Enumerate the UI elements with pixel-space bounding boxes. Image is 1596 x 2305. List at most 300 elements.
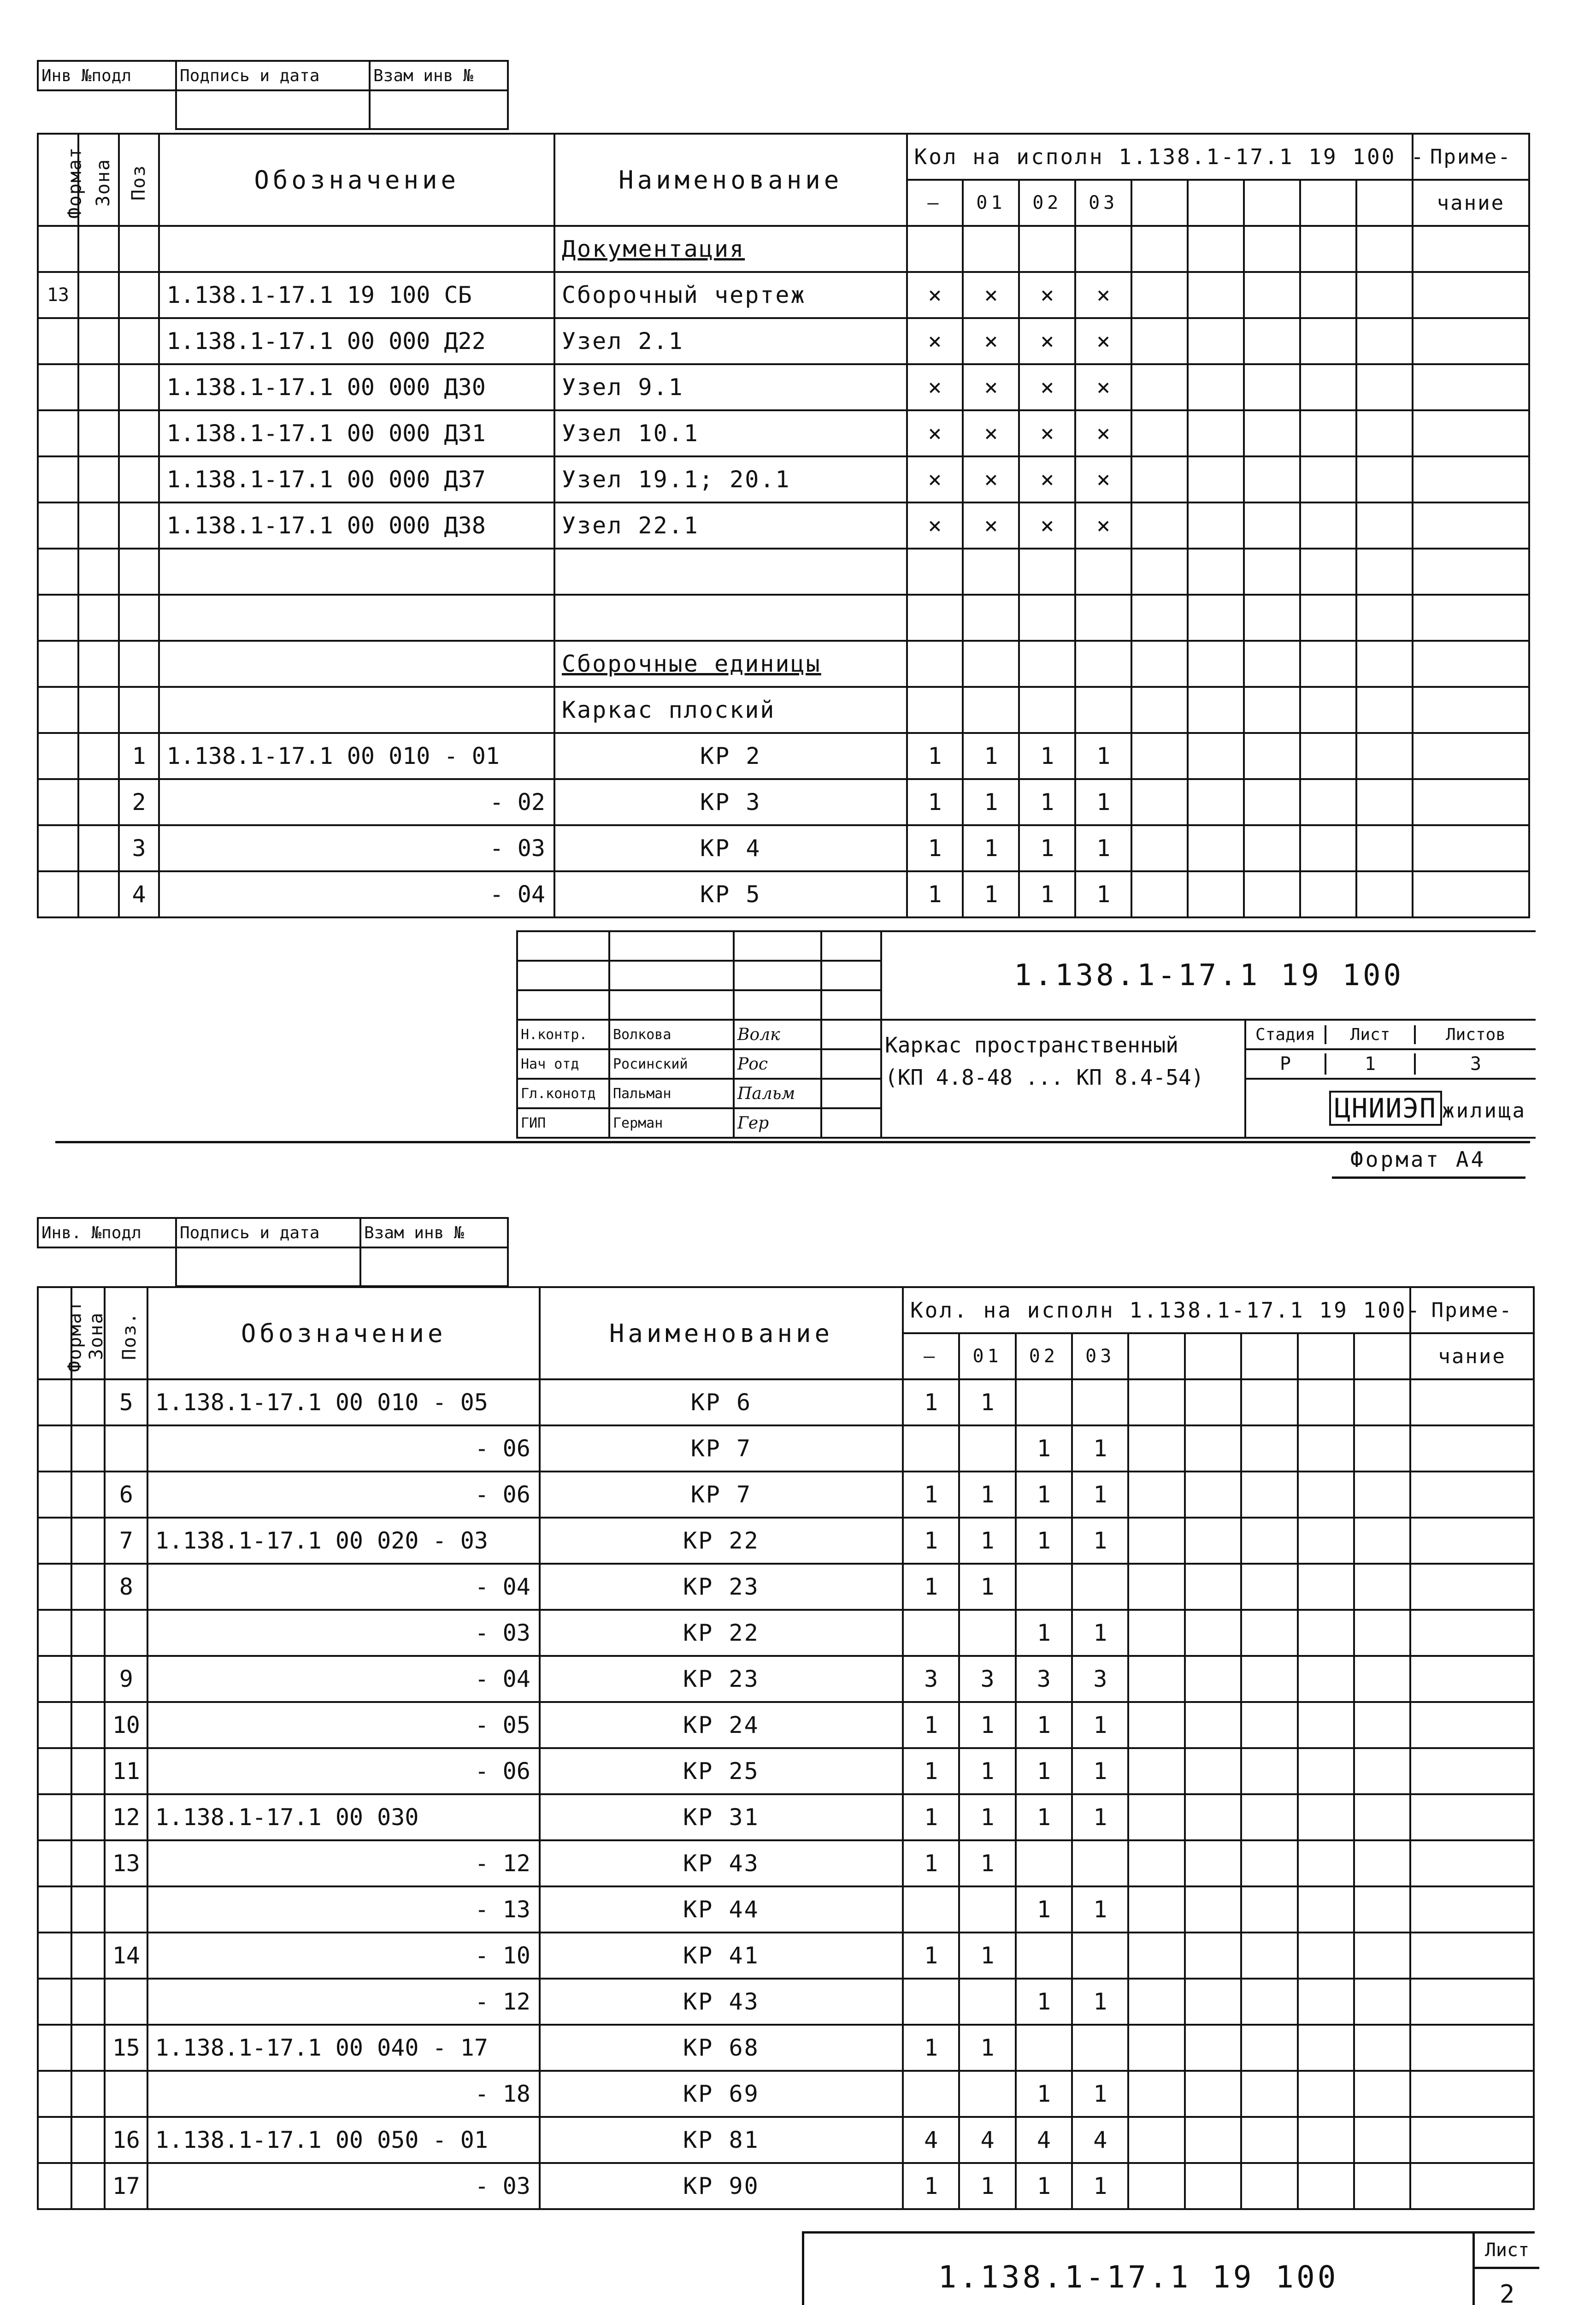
cell-qty: ×: [963, 456, 1019, 502]
cell-zone: [71, 1840, 105, 1886]
cell-qty: 1: [903, 1794, 959, 1840]
cell-pos: 10: [105, 1702, 147, 1748]
cell-qty: 1: [1016, 1702, 1072, 1748]
cell-note: [1413, 733, 1529, 779]
table-row: [38, 272, 1529, 318]
cell-empty: [1131, 364, 1188, 410]
cell-qty: 1: [1072, 1518, 1128, 1564]
cell-qty: [963, 641, 1019, 687]
cell-empty: [1356, 456, 1413, 502]
cell-qty: [907, 687, 963, 733]
cell-qty: [1075, 549, 1131, 595]
cell-empty: [1128, 1748, 1184, 1794]
cell-empty: [1298, 1702, 1354, 1748]
cell-empty: [1356, 779, 1413, 825]
cell-note: [1410, 1933, 1534, 1979]
cell-designation: 1.138.1-17.1 00 010 - 05: [147, 1379, 539, 1425]
cell-empty: [1185, 1933, 1241, 1979]
cell-empty: [1298, 2117, 1354, 2163]
cell-empty: [1241, 1933, 1297, 1979]
cell-empty: [1244, 871, 1300, 917]
header-format: Формат: [38, 1287, 71, 1379]
cell-pos: [119, 410, 159, 456]
cell-pos: 8: [105, 1564, 147, 1610]
cell-zone: [71, 1425, 105, 1472]
cell-empty: [1298, 2025, 1354, 2071]
cell-qty: ×: [1019, 272, 1075, 318]
cell-qty: 1: [1016, 2163, 1072, 2209]
cell-empty: [1300, 456, 1356, 502]
cell-designation: 1.138.1-17.1 00 050 - 01: [147, 2117, 539, 2163]
cell-qty: 3: [1016, 1656, 1072, 1702]
cell-name: КР 22: [540, 1518, 903, 1564]
cell-qty: [963, 549, 1019, 595]
cell-pos: [119, 226, 159, 272]
sheet2-spec-table: [37, 1286, 1535, 2210]
cell-designation: - 05: [147, 1702, 539, 1748]
cell-qty: [1075, 687, 1131, 733]
table-row: [38, 871, 1529, 917]
role: Н.контр.: [517, 1020, 609, 1049]
cell-empty: [1185, 1886, 1241, 1933]
cell-qty: 1: [1072, 1886, 1128, 1933]
header-variant: —: [907, 180, 963, 226]
cell-empty: [1185, 1702, 1241, 1748]
cell-empty: [1356, 595, 1413, 641]
cell-empty: [1244, 549, 1300, 595]
cell-qty: 1: [903, 1748, 959, 1794]
table-row: [38, 1840, 1534, 1886]
cell-note: [1413, 456, 1529, 502]
cell-empty: [1185, 1656, 1241, 1702]
cell-empty: [1354, 1656, 1410, 1702]
cell-pos: 3: [119, 825, 159, 871]
table-row: [38, 1933, 1534, 1979]
cell-zone: [71, 2117, 105, 2163]
cell-pos: [119, 364, 159, 410]
cell-qty: 1: [1072, 1748, 1128, 1794]
cell-note: [1413, 410, 1529, 456]
cell-empty: [1300, 779, 1356, 825]
cell-name: КР 90: [540, 2163, 903, 2209]
cell-empty: [1128, 1656, 1184, 1702]
cell-qty: 1: [907, 871, 963, 917]
cell-format: [38, 549, 78, 595]
cell-empty: [1128, 1933, 1184, 1979]
stage-block: [1245, 1020, 1536, 1049]
table-row: [38, 410, 1529, 456]
cell-qty: [1072, 1564, 1128, 1610]
cell-name: КР 5: [554, 871, 907, 917]
cell-empty: [1300, 871, 1356, 917]
cell-empty: [1354, 1518, 1410, 1564]
cell-empty: [1131, 871, 1188, 917]
cell-qty: 1: [1016, 2071, 1072, 2117]
cell-qty: ×: [1075, 502, 1131, 549]
cell-empty: [1356, 687, 1413, 733]
cell-format: 13: [38, 272, 78, 318]
cell-qty: [963, 226, 1019, 272]
cell-designation: - 06: [147, 1748, 539, 1794]
cell-qty: ×: [1019, 502, 1075, 549]
table-row: [38, 1979, 1534, 2025]
cell-format: [38, 825, 78, 871]
cell-qty: ×: [907, 502, 963, 549]
cell-empty: [1356, 502, 1413, 549]
cell-empty: [1356, 641, 1413, 687]
cell-zone: [78, 595, 119, 641]
cell-empty: [1128, 1472, 1184, 1518]
cell-empty: [1188, 687, 1244, 733]
cell-zone: [71, 1379, 105, 1425]
cell-empty: [1244, 456, 1300, 502]
cell-empty: [1354, 1425, 1410, 1472]
cell-empty: [1298, 1748, 1354, 1794]
cell-empty: [1298, 1564, 1354, 1610]
cell-empty: [1131, 595, 1188, 641]
cell-empty: [1356, 272, 1413, 318]
header-variant: 02: [1019, 180, 1075, 226]
cell-zone: [78, 502, 119, 549]
cell-note: [1410, 2163, 1534, 2209]
cell-note: [1410, 1425, 1534, 1472]
cell-empty: [1354, 1840, 1410, 1886]
cell-note: [1413, 226, 1529, 272]
cell-empty: [1188, 733, 1244, 779]
cell-designation: - 13: [147, 1886, 539, 1933]
cell-format: [38, 1472, 71, 1518]
cell-pos: 12: [105, 1794, 147, 1840]
person: Волкова: [609, 1020, 734, 1049]
cell-designation: [159, 549, 554, 595]
cell-qty: [1072, 1840, 1128, 1886]
cell-empty: [1188, 456, 1244, 502]
cell-empty: [1244, 364, 1300, 410]
sheet2-rows: [38, 1379, 1534, 2209]
cell-qty: 4: [959, 2117, 1015, 2163]
cell-pos: 16: [105, 2117, 147, 2163]
cell-qty: ×: [1019, 410, 1075, 456]
cell-zone: [78, 687, 119, 733]
cell-empty: [1298, 2163, 1354, 2209]
stamp-replace-label: Взам инв №: [360, 1218, 508, 1247]
cell-note: [1413, 549, 1529, 595]
cell-qty: 3: [903, 1656, 959, 1702]
cell-name: [554, 595, 907, 641]
cell-qty: 1: [959, 1794, 1015, 1840]
cell-note: [1410, 1564, 1534, 1610]
person: Пальман: [609, 1079, 734, 1108]
table-row: [38, 364, 1529, 410]
cell-qty: [1072, 2025, 1128, 2071]
cell-name: КР 22: [540, 1610, 903, 1656]
cell-qty: [1016, 1933, 1072, 1979]
cell-zone: [71, 1472, 105, 1518]
cell-zone: [78, 456, 119, 502]
cell-pos: [119, 272, 159, 318]
cell-qty: ×: [907, 318, 963, 364]
cell-name: Сборочные единицы: [554, 641, 907, 687]
cell-qty: 1: [1016, 1979, 1072, 2025]
cell-name: КР 25: [540, 1748, 903, 1794]
header-note-2: чание: [1410, 1333, 1534, 1379]
cell-empty: [1188, 410, 1244, 456]
cell-empty: [1356, 226, 1413, 272]
cell-name: КР 7: [540, 1472, 903, 1518]
cell-designation: 1.138.1-17.1 00 000 Д37: [159, 456, 554, 502]
cell-qty: [907, 595, 963, 641]
cell-empty: [1128, 2071, 1184, 2117]
cell-name: Узел 19.1; 20.1: [554, 456, 907, 502]
header-designation: Обозначение: [147, 1287, 539, 1379]
cell-empty: [1241, 1518, 1297, 1564]
cell-qty: [903, 1610, 959, 1656]
cell-empty: [1185, 2071, 1241, 2117]
cell-empty: [1356, 549, 1413, 595]
cell-qty: ×: [963, 502, 1019, 549]
cell-empty: [1185, 1379, 1241, 1425]
cell-empty: [1300, 549, 1356, 595]
cell-pos: 5: [105, 1379, 147, 1425]
cell-name: Узел 9.1: [554, 364, 907, 410]
cell-zone: [71, 1518, 105, 1564]
header-note-1: Приме-: [1413, 134, 1529, 180]
cell-name: КР 4: [554, 825, 907, 871]
cell-empty: [1356, 410, 1413, 456]
cell-qty: 3: [1072, 1656, 1128, 1702]
cell-pos: 1: [119, 733, 159, 779]
cell-format: [38, 595, 78, 641]
cell-empty: [1300, 825, 1356, 871]
cell-designation: - 04: [159, 871, 554, 917]
cell-qty: 1: [1016, 1518, 1072, 1564]
cell-pos: 17: [105, 2163, 147, 2209]
table-row: [38, 1702, 1534, 1748]
sheet-label: Лист: [1475, 2234, 1539, 2269]
cell-note: [1410, 2117, 1534, 2163]
header-zone: Зона: [78, 134, 119, 226]
header-name: Наименование: [540, 1287, 903, 1379]
cell-empty: [1128, 1840, 1184, 1886]
cell-qty: 1: [1019, 871, 1075, 917]
cell-empty: [1354, 1702, 1410, 1748]
cell-empty: [1244, 502, 1300, 549]
cell-empty: [1241, 2117, 1297, 2163]
cell-empty: [1131, 502, 1188, 549]
cell-qty: 1: [1019, 825, 1075, 871]
cell-note: [1410, 1886, 1534, 1933]
cell-empty: [1131, 410, 1188, 456]
cell-designation: - 03: [147, 2163, 539, 2209]
cell-qty: 1: [1075, 733, 1131, 779]
cell-empty: [1241, 1425, 1297, 1472]
cell-empty: [1300, 272, 1356, 318]
cell-qty: 1: [1016, 1794, 1072, 1840]
cell-qty: 1: [1072, 1702, 1128, 1748]
cell-empty: [1185, 1518, 1241, 1564]
cell-empty: [1185, 1794, 1241, 1840]
table-row: [38, 1518, 1534, 1564]
cell-format: [38, 733, 78, 779]
cell-qty: [907, 226, 963, 272]
cell-qty: ×: [1075, 318, 1131, 364]
table-row: [38, 2163, 1534, 2209]
header-variant: 01: [959, 1333, 1015, 1379]
cell-qty: 4: [1016, 2117, 1072, 2163]
table-row: [38, 1472, 1534, 1518]
cell-empty: [1131, 318, 1188, 364]
cell-qty: ×: [1019, 364, 1075, 410]
stamp-inv-label: Инв №подл: [38, 61, 176, 90]
cell-zone: [78, 318, 119, 364]
signature: Волк: [734, 1020, 821, 1049]
cell-format: [38, 1933, 71, 1979]
org-logo: ЦНИИЭП: [1329, 1091, 1443, 1126]
cell-empty: [1244, 410, 1300, 456]
cell-zone: [78, 825, 119, 871]
cell-format: [38, 1425, 71, 1472]
cell-name: КР 41: [540, 1933, 903, 1979]
cell-designation: - 10: [147, 1933, 539, 1979]
cell-empty: [1300, 410, 1356, 456]
cell-qty: 1: [959, 1472, 1015, 1518]
cell-pos: 7: [105, 1518, 147, 1564]
cell-qty: 1: [1072, 1425, 1128, 1472]
cell-empty: [1300, 641, 1356, 687]
cell-empty: [1298, 1472, 1354, 1518]
cell-empty: [1354, 1379, 1410, 1425]
cell-empty: [1354, 2071, 1410, 2117]
cell-designation: [159, 641, 554, 687]
cell-zone: [71, 1748, 105, 1794]
cell-qty: [903, 2071, 959, 2117]
cell-qty: 1: [959, 1840, 1015, 1886]
table-row: [38, 595, 1529, 641]
cell-empty: [1244, 272, 1300, 318]
cell-pos: [119, 318, 159, 364]
person: Герман: [609, 1108, 734, 1138]
stamp-signature-label: Подпись и дата: [176, 61, 370, 90]
cell-format: [38, 1379, 71, 1425]
table-row: [38, 2117, 1534, 2163]
cell-zone: [78, 226, 119, 272]
cell-designation: 1.138.1-17.1 00 030: [147, 1794, 539, 1840]
header-pos: Поз: [119, 134, 159, 226]
cell-qty: ×: [963, 410, 1019, 456]
cell-empty: [1244, 687, 1300, 733]
cell-pos: 4: [119, 871, 159, 917]
cell-qty: 1: [1016, 1472, 1072, 1518]
cell-empty: [1354, 1748, 1410, 1794]
cell-empty: [1300, 318, 1356, 364]
cell-empty: [1128, 2117, 1184, 2163]
cell-zone: [71, 1656, 105, 1702]
cell-empty: [1354, 1933, 1410, 1979]
cell-qty: [959, 1610, 1015, 1656]
header-variant: 01: [963, 180, 1019, 226]
cell-designation: - 02: [159, 779, 554, 825]
cell-zone: [78, 779, 119, 825]
cell-note: [1413, 871, 1529, 917]
cell-empty: [1241, 1794, 1297, 1840]
cell-empty: [1244, 825, 1300, 871]
cell-designation: - 12: [147, 1840, 539, 1886]
cell-zone: [71, 1610, 105, 1656]
cell-pos: 13: [105, 1840, 147, 1886]
table-row: [38, 1886, 1534, 1933]
cell-qty: 1: [1075, 871, 1131, 917]
header-note-1: Приме-: [1410, 1287, 1534, 1333]
cell-qty: 1: [1019, 779, 1075, 825]
cell-qty: 1: [1075, 825, 1131, 871]
cell-zone: [71, 2071, 105, 2117]
header-variant: —: [903, 1333, 959, 1379]
sheet2-top-stamp: [37, 1217, 509, 1287]
cell-note: [1413, 272, 1529, 318]
cell-format: [38, 1518, 71, 1564]
cell-format: [38, 641, 78, 687]
cell-pos: [119, 641, 159, 687]
cell-name: Сборочный чертеж: [554, 272, 907, 318]
cell-qty: 1: [907, 733, 963, 779]
cell-qty: 1: [1016, 1425, 1072, 1472]
cell-empty: [1241, 1748, 1297, 1794]
cell-designation: - 06: [147, 1472, 539, 1518]
cell-empty: [1128, 1794, 1184, 1840]
cell-empty: [1298, 2071, 1354, 2117]
cell-pos: [105, 1979, 147, 2025]
cell-qty: ×: [1075, 272, 1131, 318]
cell-empty: [1241, 2025, 1297, 2071]
cell-empty: [1298, 1656, 1354, 1702]
cell-empty: [1185, 1472, 1241, 1518]
cell-qty: ×: [963, 318, 1019, 364]
table-row: [38, 779, 1529, 825]
cell-qty: 1: [1072, 1794, 1128, 1840]
sheet2-doc-number: 1.138.1-17.1 19 100: [938, 2259, 1339, 2295]
cell-empty: [1188, 779, 1244, 825]
cell-empty: [1128, 2025, 1184, 2071]
cell-empty: [1356, 733, 1413, 779]
header-name: Наименование: [554, 134, 907, 226]
cell-note: [1410, 1702, 1534, 1748]
cell-name: КР 3: [554, 779, 907, 825]
sheet1-title-block: [516, 930, 1536, 1139]
cell-empty: [1244, 641, 1300, 687]
cell-name: [554, 549, 907, 595]
cell-note: [1410, 1610, 1534, 1656]
cell-qty: 1: [963, 779, 1019, 825]
sheet-box: [1472, 2234, 1539, 2305]
signature: Рос: [734, 1049, 821, 1079]
cell-qty: 1: [959, 2025, 1015, 2071]
cell-zone: [71, 1702, 105, 1748]
col-stage: Стадия: [1246, 1025, 1326, 1044]
cell-format: [38, 871, 78, 917]
cell-empty: [1356, 364, 1413, 410]
cell-designation: [159, 226, 554, 272]
cell-qty: [959, 1886, 1015, 1933]
cell-name: Узел 22.1: [554, 502, 907, 549]
cell-empty: [1128, 1979, 1184, 2025]
cell-name: КР 81: [540, 2117, 903, 2163]
sheet-value: 1: [1326, 1053, 1416, 1075]
cell-format: [38, 456, 78, 502]
cell-empty: [1241, 1564, 1297, 1610]
cell-qty: [1075, 641, 1131, 687]
cell-zone: [78, 410, 119, 456]
cell-qty: ×: [907, 272, 963, 318]
